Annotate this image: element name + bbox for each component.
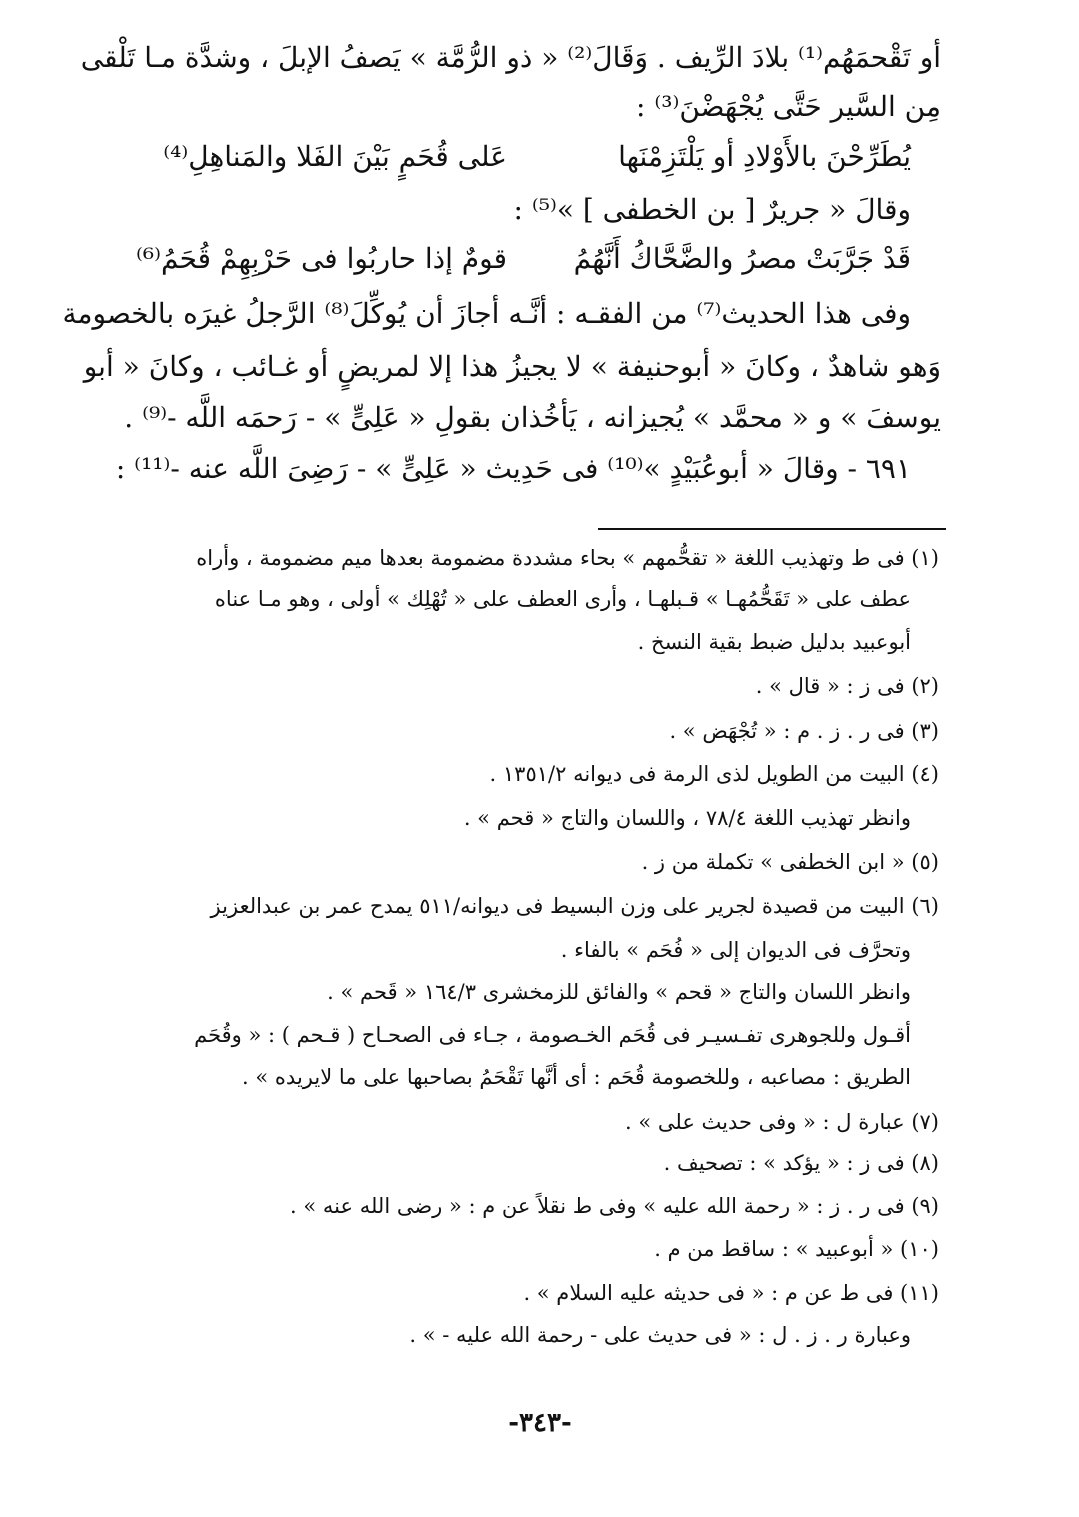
body-line-1: أو تَقْحمَهُم⁽¹⁾ بلادَ الرِّيف . وَقَالَ⁽²⁾ « ذو الرُّمَّة » يَصفُ الإبلَ ، وشدَّة مـا تَلْقى <box>80 41 941 74</box>
verse-1-hemistich-left: عَلى قُحَمٍ بَيْنَ الفَلا والمَناهِلِ⁽⁴⁾ <box>163 140 507 173</box>
footnote-line: (٨) فى ز : « يؤكد » : تصحيف . <box>663 1151 939 1175</box>
footnote-line: الطريق : مصاعبه ، وللخصومة قُحَم : أى أنَّها تَقْحَمُ بصاحبها على ما لايريده » . <box>242 1065 911 1089</box>
footnote-line: (٧) عبارة ل : « وفى حديث على » . <box>624 1110 939 1134</box>
page-number: -٣٤٣- <box>508 1408 572 1438</box>
footnote-line: وانظر تهذيب اللغة ٧٨/٤ ، واللسان والتاج « قحم » . <box>463 806 911 830</box>
footnote-line: (٩) فى ر . ز : « رحمة الله عليه » وفى ط نقلاً عن م : « رضى الله عنه » . <box>290 1194 939 1218</box>
verse-2-hemistich-right: قَدْ جَرَّبَتْ مصرُ والضَّحَّاكُ أَنَّهُمُ <box>573 242 911 275</box>
verse-1-hemistich-right: يُطَرِّحْنَ بالأَوْلادِ أو يَلْتَزِمْنَها <box>618 140 911 173</box>
footnote-line: (٦) البيت من قصيدة لجرير على وزن البسيط فى ديوانه/٥١١ يمدح عمر بن عبدالعزيز <box>210 894 939 918</box>
footnote-line: وانظر اللسان والتاج « قحم » والفائق للزمخشرى ١٦٤/٣ « قَحم » . <box>327 980 911 1004</box>
paragraph-line-2: وَهو شاهدٌ ، وكانَ « أبوحنيفة » لا يجيزُ هذا إلا لمريضٍ أو غـائب ، وكانَ « أبو <box>83 350 941 383</box>
footnote-line: وتحرَّف فى الديوان إلى « فُحَم » بالفاء . <box>560 938 911 962</box>
footnote-line: (٢) فى ز : « قال » . <box>755 674 939 698</box>
verse-2-intro: وقالَ « جريرٌ [ بن الخطفى ] »⁽⁵⁾ : <box>513 193 911 226</box>
verse-2-hemistich-left: قومٌ إذا حاربُوا فى حَرْبِهِمْ قُحَمُ⁽⁶⁾ <box>135 242 507 275</box>
footnote-line: (٣) فى ر . ز . م : « تُجْهَض » . <box>669 719 939 743</box>
body-line-2: مِن السَّير حَتَّى يُجْهَضْنَ⁽³⁾ : <box>636 90 941 123</box>
footnote-separator <box>598 528 946 530</box>
footnote-line: (١) فى ط وتهذيب اللغة « تقحُّمهم » بحاء مشددة مضمومة بعدها ميم مضمومة ، وأراه <box>196 546 939 570</box>
footnote-line: أبوعبيد بدليل ضبط بقية النسخ . <box>637 630 911 654</box>
paragraph-line-3: يوسفَ » و « محمَّد » يُجيزانه ، يَأخُذان بقولِ « عَلِىٍّ » - رَحمَه اللَّه -⁽⁹⁾ . <box>124 401 941 434</box>
footnote-line: (٥) « ابن الخطفى » تكملة من ز . <box>641 850 939 874</box>
footnote-line: (٤) البيت من الطويل لذى الرمة فى ديوانه ١٣٥١/٢ . <box>489 762 939 786</box>
footnote-line: عطف على « تَقَحُّمُهـا » قـبلهـا ، وأرى العطف على « تُهْلِك » أولى ، وهو مـا عناه <box>214 587 911 611</box>
footnote-line: (١٠) « أبوعبيد » : ساقط من م . <box>654 1237 939 1261</box>
entry-691-heading: ٦٩١ - وقالَ « أبوعُبَيْدٍ »⁽¹⁰⁾ فى حَدِيث « عَلِىٍّ » - رَضِىَ اللَّه عنه -⁽¹¹⁾ : <box>115 452 911 485</box>
paragraph-line-1: وفى هذا الحديث⁽⁷⁾ من الفقـه : أنَّـه أجازَ أن يُوكِّلَ⁽⁸⁾ الرَّجلُ غيرَه بالخصومة <box>62 297 911 330</box>
footnote-line: (١١) فى ط عن م : « فى حديثه عليه السلام » . <box>523 1281 939 1305</box>
footnote-line: أقـول وللجوهرى تفـسيـر فى قُحَم الخـصومة ، جـاء فى الصحـاح ( قـحم ) : « وقُحَم <box>194 1023 911 1047</box>
footnote-line: وعبارة ر . ز . ل : « فى حديث على - رحمة الله عليه - » . <box>409 1323 911 1347</box>
